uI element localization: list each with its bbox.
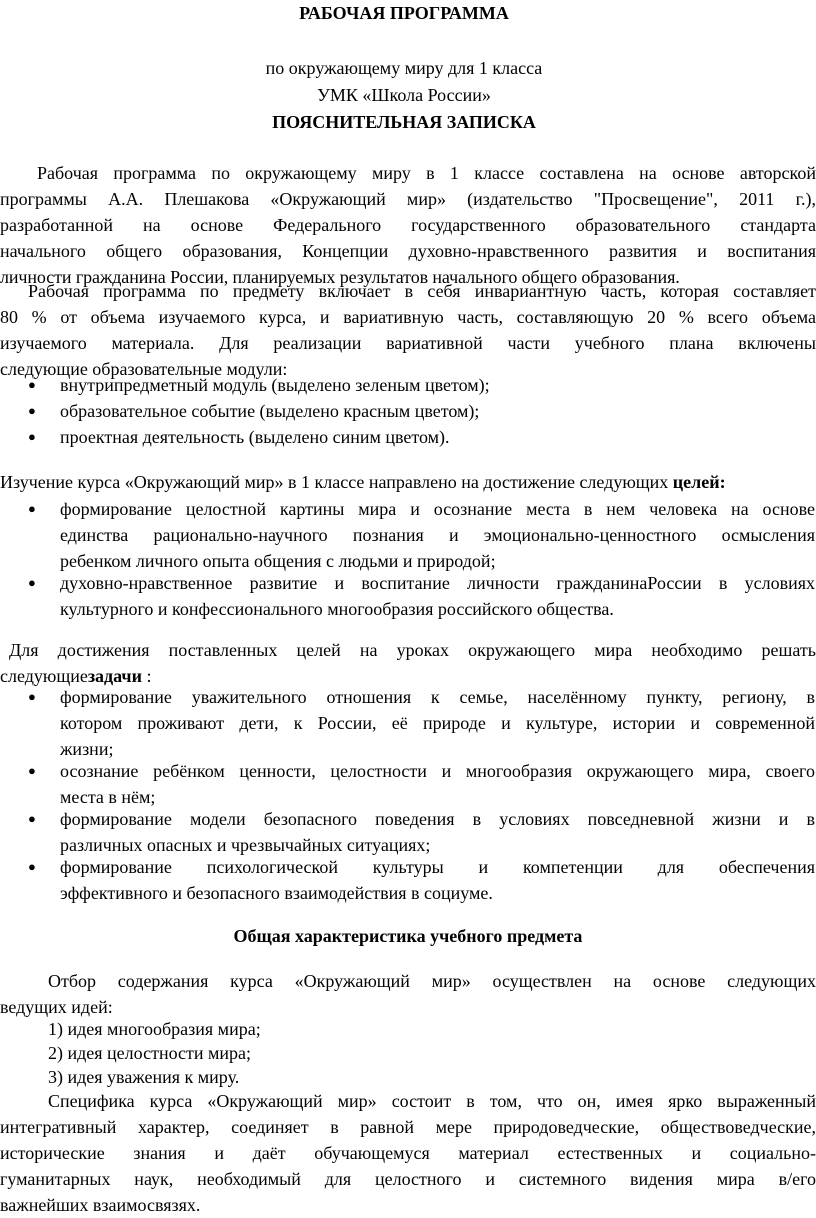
task-item — [60, 854, 815, 906]
note-title: ПОЯСНИТЕЛЬНАЯ ЗАПИСКА — [272, 112, 536, 132]
structure-line: следующие образовательные модули: — [0, 359, 288, 379]
task-line: формирование уважительного отношения к семье, населённому пункту, региону, в — [60, 687, 815, 707]
specifics-line: важнейших взаимосвязях. — [0, 1195, 201, 1215]
bullet-icon: ● — [28, 689, 36, 704]
characteristics-line: Отбор содержания курса «Окружающий мир» осуществлен на основе следующих — [48, 971, 816, 991]
umk-line: УМК «Школа России» — [317, 85, 491, 105]
task-line: осознание ребёнком ценности, целостности и многообразия окружающего мира, своего — [60, 761, 815, 781]
module-item: внутрипредметный модуль (выделено зеленым цветом); — [60, 375, 490, 395]
goal-item — [60, 570, 815, 622]
bullet-icon: ● — [28, 575, 36, 590]
specifics-line: интегративный характер, соединяет в равной мере природоведческие, обществоведческие, — [0, 1117, 816, 1137]
idea-item: 2) идея целостности мира; — [48, 1043, 252, 1063]
intro-line: разработанной на основе Федерального государственного образовательного стандарта — [0, 215, 816, 235]
bullet-icon: ● — [28, 429, 36, 444]
task-line: места в нём; — [60, 787, 156, 807]
characteristics-line: ведущих идей: — [0, 997, 113, 1017]
structure-line: изучаемого материала. Для реализации вариативной части учебного плана включены — [0, 333, 816, 353]
tasks-intro-text: следующие — [0, 666, 88, 686]
task-item — [60, 684, 815, 762]
bullet-icon: ● — [28, 501, 36, 516]
bullet-icon: ● — [28, 377, 36, 392]
task-line: формирование модели безопасного поведения в условиях повседневной жизни и в — [60, 809, 815, 829]
goal-line: формирование целостной картины мира и осознание места в нем человека на основе — [60, 499, 815, 519]
task-line: различных опасных и чрезвычайных ситуациях; — [60, 835, 431, 855]
section-heading: Общая характеристика учебного предмета — [233, 926, 583, 946]
idea-item: 1) идея многообразия мира; — [48, 1019, 261, 1039]
goals-keyword: целей: — [672, 472, 726, 492]
goal-line: культурного и конфессионального многообразия российского общества. — [60, 599, 614, 619]
bullet-icon: ● — [28, 811, 36, 826]
task-line: котором проживают дети, к России, её природе и культуре, истории и современной — [60, 713, 815, 733]
specifics-line: исторические знания и даёт обучающемуся материал естественных и социально- — [0, 1143, 816, 1163]
goals-intro-text: Изучение курса «Окружающий мир» в 1 классе направлено на достижение следующих — [0, 472, 669, 492]
bullet-icon: ● — [28, 859, 36, 874]
structure-paragraph — [0, 278, 816, 382]
specifics-line: Специфика курса «Окружающий мир» состоит в том, что он, имея ярко выраженный — [48, 1091, 816, 1111]
intro-line: личности гражданина России, планируемых результатов начального общего образования. — [0, 267, 680, 287]
specifics-paragraph — [0, 1088, 816, 1218]
goal-line: ребенком личного опыта общения с людьми и природой; — [60, 551, 496, 571]
document-title: РАБОЧАЯ ПРОГРАММА — [299, 3, 509, 23]
goal-item — [60, 496, 815, 574]
structure-line: Рабочая программа по предмету включает в себя инвариантную часть, которая составляет — [28, 281, 816, 301]
module-item: образовательное событие (выделено красным цветом); — [60, 401, 480, 421]
idea-item: 3) идея уважения к миру. — [48, 1067, 240, 1087]
intro-line: Рабочая программа по окружающему миру в 1 классе составлена на основе авторской — [37, 163, 816, 183]
specifics-line: гуманитарных наук, необходимый для целостного и системного видения мира в/его — [0, 1169, 816, 1189]
task-line: жизни; — [60, 739, 114, 759]
bullet-icon: ● — [28, 763, 36, 778]
task-line: эффективного и безопасного взаимодействия в социуме. — [60, 883, 493, 903]
goals-intro — [0, 469, 726, 495]
tasks-intro — [0, 637, 816, 689]
task-item — [60, 806, 815, 858]
structure-line: 80 % от объема изучаемого курса, и вариативную часть, составляющую 20 % всего объема — [0, 307, 816, 327]
characteristics-intro — [0, 968, 816, 1020]
tasks-intro-colon: : — [141, 666, 152, 686]
tasks-intro-line: Для достижения поставленных целей на уроках окружающего мира необходимо решать — [9, 640, 816, 660]
task-line: формирование психологической культуры и компетенции для обеспечения — [60, 857, 815, 877]
subject-line: по окружающему миру для 1 класса — [265, 58, 543, 78]
task-item — [60, 758, 815, 810]
goal-line: единства рационально-научного познания и эмоционально-ценностного осмысления — [60, 525, 815, 545]
tasks-keyword: задачи — [87, 666, 142, 686]
intro-line: программы А.А. Плешакова «Окружающий мир» (издательство "Просвещение", 2011 г.), — [0, 189, 816, 209]
intro-paragraph — [0, 160, 816, 290]
goal-line: духовно-нравственное развитие и воспитание личности гражданинаРоссии в условиях — [60, 573, 815, 593]
module-item: проектная деятельность (выделено синим цветом). — [60, 427, 450, 447]
intro-line: начального общего образования, Концепции духовно-нравственного развития и воспитания — [0, 241, 816, 261]
bullet-icon: ● — [28, 403, 36, 418]
